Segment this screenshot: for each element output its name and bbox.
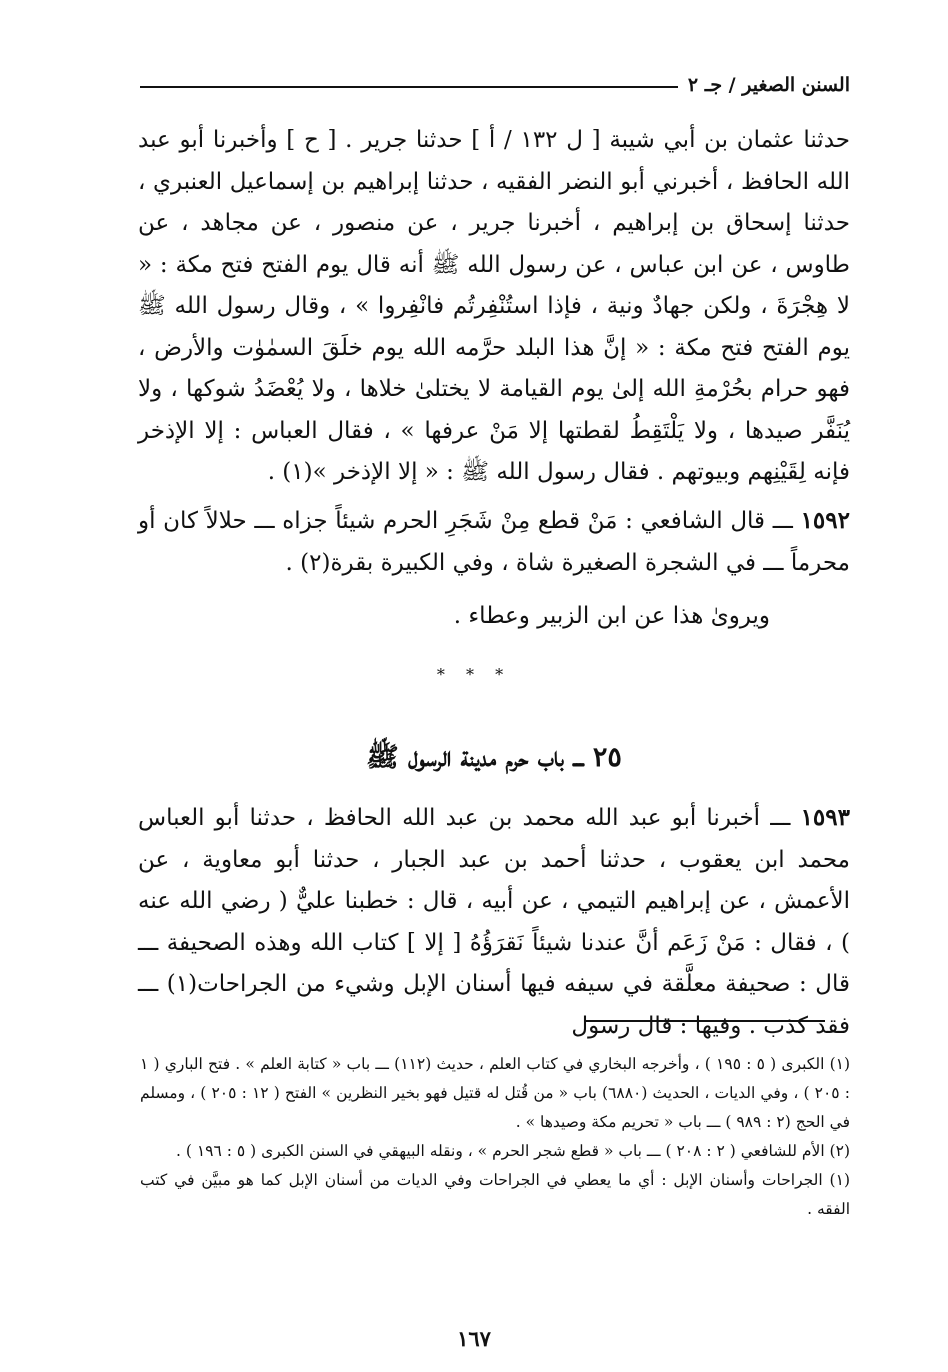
hadith-text: ـــ قال الشافعي : مَنْ قطع مِنْ شَجَرِ الحرم شيئاً جزاه ـــ حلالاً كان أو محرماً ـــ في الشجرة الصغيرة شاة ، وفي الكبيرة بقرة(٢) . (138, 508, 850, 576)
hadith-paragraph-1592 (138, 500, 850, 584)
hadith-number: ١٥٩٣ (800, 804, 850, 831)
footnotes (140, 1050, 850, 1224)
hadith-text: ـــ أخبرنا أبو عبد الله محمد بن عبد الله الحافظ ، حدثنا أبو العباس محمد ابن يعقوب ، حدثنا أحمد بن عبد الجبار ، حدثنا أبو معاوية ، عن الأعمش ، عن إبراهيم التيمي ، عن أبيه ، قال : خطبنا عليٌّ ( رضي الله عنه ) ، فقال : مَنْ زَعَم أنَّ عندنا شيئاً نَقرَؤُهُ [ إلا ] كتاب الله وهذه الصحيفة ـــ قال : صحيفة معلَّقة في سيفه فيها أسنان الإبل وشيء من الجراحات(١) ـــ فقد كذب . وفيها : قال رسول (138, 805, 851, 1039)
hadith-paragraph-1593 (138, 797, 850, 1047)
section-heading: ٢٥ ـــ باب حرم مدينة الرسول ﷺ (366, 742, 622, 773)
footnote-rule (585, 1020, 825, 1022)
page-number: ١٦٧ (457, 1326, 491, 1351)
footnote: (١) الكبرى ( ٥ : ١٩٥ ) ، وأخرجه البخاري في كتاب العلم ، حديث (١١٢) ـــ باب « كتابة العلم » . فتح الباري ( ١ : ٢٠٥ ) ، وفي الديات ، الحديث (٦٨٨٠) باب « من قُتل له قتيل فهو بخير النظرين » الفتح ( ١٢ : ٢٠٥ ) ، ومسلم في الحج (٢ : ٩٨٩ ) ـــ باب « تحريم مكة وصيدها » . (140, 1055, 851, 1131)
running-header (140, 70, 850, 100)
footnote: (٢) الأم للشافعي ( ٢ : ٢٠٨ ) ـــ باب « قطع شجر الحرم » ، ونقله البيهقي في السنن الكبرى ( ٥ : ١٩٦ ) . (176, 1142, 850, 1160)
section-separator: * * * (436, 665, 512, 684)
hadith-number: ١٥٩٢ (800, 507, 850, 534)
running-header-title: السنن الصغير / جـ ٢ (687, 74, 850, 96)
narration-note: ويروىٰ هذا عن ابن الزبير وعطاء . (453, 603, 770, 629)
footnote: (١) الجراحات وأسنان الإبل : أي ما يعطي في الجراحات وفي الديات من أسنان الإبل كما هو مبيَّن في كتب الفقه . (140, 1171, 850, 1218)
header-rule (140, 86, 678, 88)
hadith-paragraph-continued: حدثنا عثمان بن أبي شيبة [ ل ١٣٢ / أ ] حدثنا جرير . [ ح ] وأخبرنا أبو عبد الله الحافظ ، أخبرني أبو النضر الفقيه ، حدثنا إبراهيم بن إسماعيل العنبري ، حدثنا إسحاق بن إبراهيم ، أخبرنا جرير ، عن منصور ، عن مجاهد ، عن طاوس ، عن ابن عباس ، عن رسول الله ﷺ أنه قال يوم الفتح فتح مكة : « لا هِجْرَةَ ، ولكن جهادٌ ونية ، فإذا استُنْفِرتُم فانْفِروا » ، وقال رسول الله ﷺ يوم الفتح فتح مكة : « إنَّ هذا البلد حرَّمه الله يوم خلَقَ السمٰوٰت والأرض ، فهو حرام بحُرْمةِ الله إلىٰ يوم القيامة لا يختلىٰ خلاها ، ولا يُعْضَدُ شوكها ، ولا يُنَفَّر صيدها ، ولا يَلْتَقِطُ لقطتها إلا مَنْ عرفها » ، فقال العباس : إلا الإذخر فإنه لِقَيْنِهم وبيوتهم . فقال رسول الله ﷺ : « إلا الإذخر »(١) . (138, 127, 850, 485)
